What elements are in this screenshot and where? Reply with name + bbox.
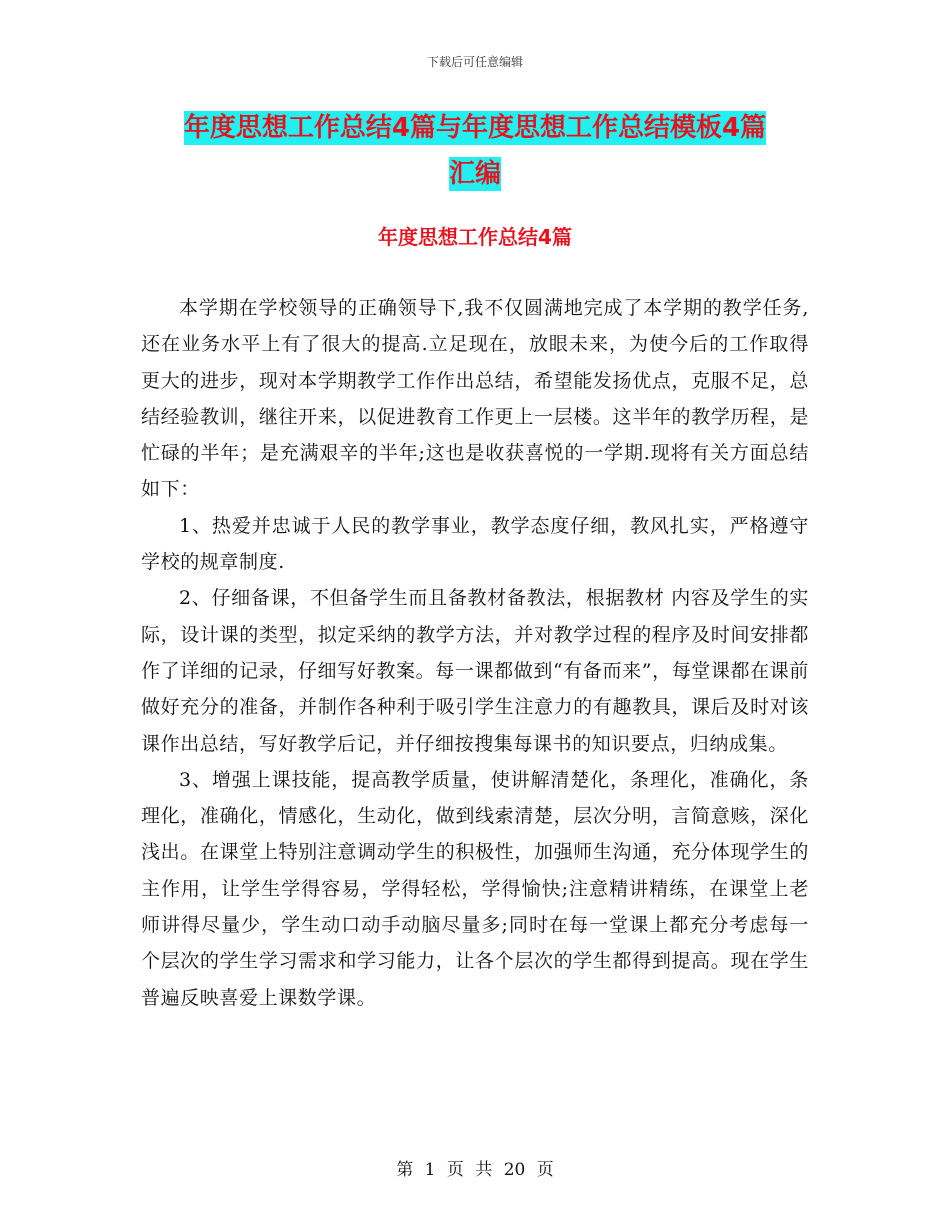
page-number-footer: 第 1 页 共 20 页 (396, 1160, 554, 1180)
document-body (141, 290, 809, 1016)
paragraph-2: 2、仔细备课，不但备学生而且备教材备教法，根据教材 内容及学生的实际，设计课的类型，拟定采纳的教学方法，并对教学过程的程序及时间安排都作了详细的记录，仔细写好教案。每一课都做到“有备而来”，每堂课都在课前做好充分的准备，并制作各种利于吸引学生注意力的有趣教具，课后及时对该课作出总结，写好教学后记，并仔细按搜集每课书的知识要点，归纳成集。 (141, 587, 809, 755)
document-title-line2: 汇编 (448, 159, 501, 189)
paragraph-1: 1、热爱并忠诚于人民的教学事业，教学态度仔细，教风扎实，严格遵守学校的规章制度. (141, 514, 809, 574)
paragraph-intro: 本学期在学校领导的正确领导下,我不仅圆满地完成了本学期的教学任务,还在业务水平上有了很大的提高.立足现在，放眼未来，为使今后的工作取得更大的进步，现对本学期教学工作作出总结，希望能发扬优点，克服不足，总结经验教训，继往开来，以促进教育工作更上一层楼。这半年的教学历程，是忙碌的半年；是充满艰辛的半年;这也是收获喜悦的一学期.现将有关方面总结如下： (141, 297, 809, 501)
paragraph-3: 3、增强上课技能，提高教学质量，使讲解清楚化，条理化，准确化，条理化，准确化，情感化，生动化，做到线索清楚，层次分明，言简意赅，深化浅出。在课堂上特别注意调动学生的积极性，加强师生沟通，充分体现学生的主作用，让学生学得容易，学得轻松，学得愉快;注意精讲精练，在课堂上老师讲得尽量少，学生动口动手动脑尽量多;同时在每一堂课上都充分考虑每一个层次的学生学习需求和学习能力，让各个层次的学生都得到提高。现在学生普遍反映喜爱上课数学课。 (141, 768, 809, 1009)
document-title (140, 105, 810, 197)
header-note: 下载后可任意编辑 (426, 55, 523, 69)
document-title-line1: 年度思想工作总结4篇与年度思想工作总结模板4篇 (183, 113, 767, 143)
section-title: 年度思想工作总结4篇 (378, 225, 572, 249)
